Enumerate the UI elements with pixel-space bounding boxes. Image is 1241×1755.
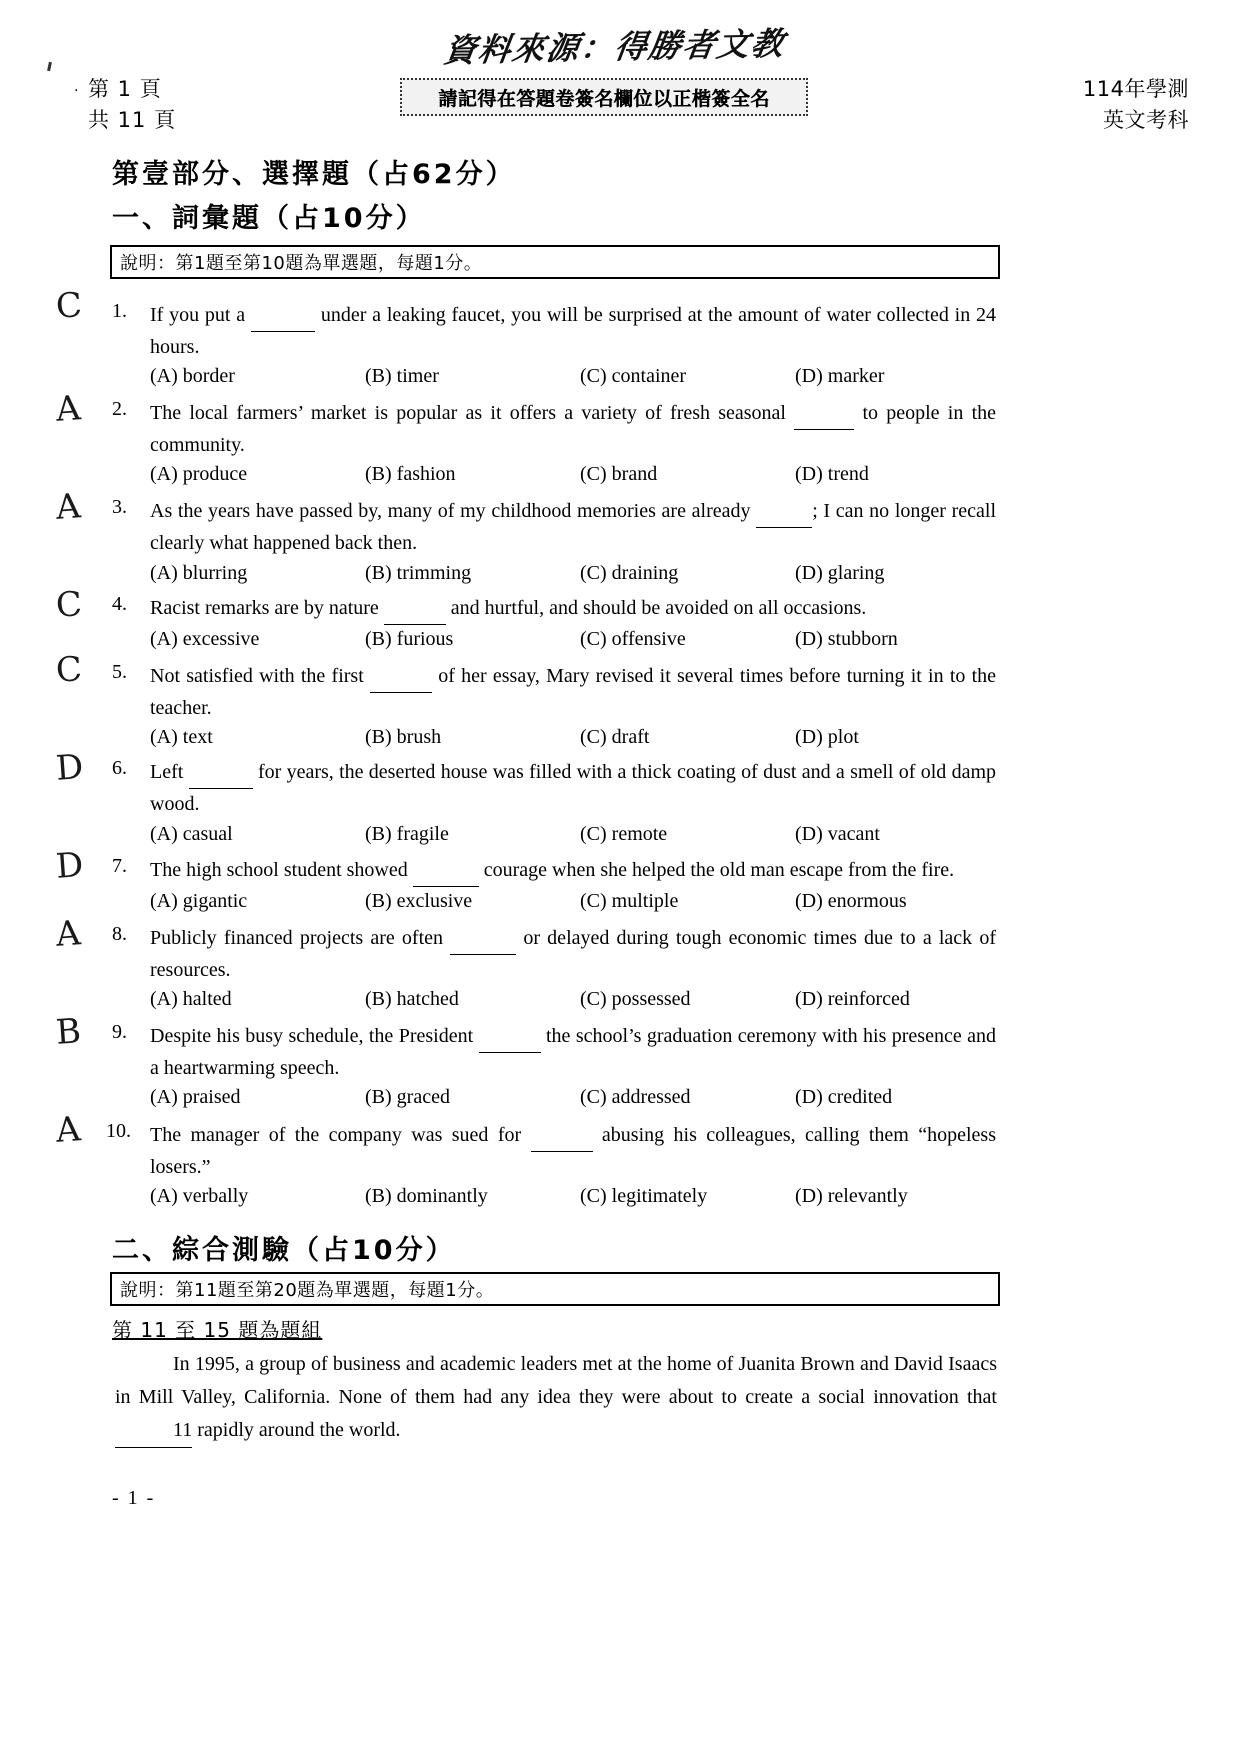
option-c[interactable]: (C) possessed (580, 988, 691, 1010)
question-number: 1. (112, 300, 127, 322)
option-c[interactable]: (C) brand (580, 463, 658, 485)
question-number: 4. (112, 593, 127, 615)
handwritten-source-note: 資料來源：得勝者文教 (441, 24, 788, 70)
option-c[interactable]: (C) legitimately (580, 1185, 708, 1207)
option-row (150, 984, 1010, 1014)
question-number: 8. (112, 923, 127, 945)
question-stem-part-a: The manager of the company was sued for (150, 1124, 522, 1146)
cloze-passage (115, 1348, 997, 1448)
option-a[interactable]: (A) praised (150, 1086, 241, 1108)
option-b[interactable]: (B) brush (365, 726, 442, 748)
page-current: 第 1 頁 (88, 77, 162, 101)
section-one-instruction-box (110, 245, 1000, 279)
handwritten-answer: B (54, 1011, 83, 1053)
question-stem-part-b: abusing his colleagues, calling them “hopeless losers.” (150, 1124, 996, 1178)
option-d[interactable]: (D) credited (795, 1086, 893, 1108)
question-stem (150, 757, 996, 820)
question-stem-part-a: Racist remarks are by nature (150, 597, 379, 619)
question-stem-part-b: to people in the community. (150, 402, 997, 456)
question-stem-part-b: under a leaking faucet, you will be surprised at the amount of water collected in 24 hours. (150, 304, 997, 358)
page-footer: - 1 - (112, 1487, 156, 1509)
option-row (150, 459, 1010, 489)
signature-reminder-stamp (400, 78, 808, 116)
option-b[interactable]: (B) hatched (365, 988, 459, 1010)
question-number: 9. (112, 1021, 127, 1043)
option-a[interactable]: (A) excessive (150, 628, 260, 650)
option-d[interactable]: (D) marker (795, 365, 885, 387)
answer-blank (479, 1021, 541, 1053)
question-stem-part-a: If you put a (150, 304, 246, 326)
question-stem-part-a: Not satisfied with the first (150, 665, 364, 687)
option-d[interactable]: (D) stubborn (795, 628, 898, 650)
option-b[interactable]: (B) fashion (365, 463, 456, 485)
question-number: 10. (106, 1120, 131, 1142)
section-one-heading: 一、詞彙題（占10分） (112, 203, 426, 234)
option-a[interactable]: (A) gigantic (150, 890, 248, 912)
option-row (150, 624, 1010, 654)
option-d[interactable]: (D) enormous (795, 890, 907, 912)
option-d[interactable]: (D) vacant (795, 823, 880, 845)
handwritten-answer: A (54, 1109, 82, 1151)
option-b[interactable]: (B) graced (365, 1086, 450, 1108)
answer-blank (251, 300, 315, 332)
question-stem-part-b: and hurtful, and should be avoided on all occasions. (450, 597, 867, 619)
option-b[interactable]: (B) dominantly (365, 1185, 488, 1207)
question-stem-part-b: the school’s graduation ceremony with his presence and a heartwarming speech. (150, 1025, 997, 1079)
question-stem (150, 923, 996, 986)
option-row (150, 886, 1010, 916)
option-d[interactable]: (D) trend (795, 463, 869, 485)
option-a[interactable]: (A) border (150, 365, 235, 387)
question-stem-part-b: or delayed during tough economic times due to a lack of resources. (150, 927, 997, 981)
option-row (150, 819, 1010, 849)
question-stem-part-b: ; I can no longer recall clearly what happened back then. (150, 500, 997, 554)
question-stem-part-b: for years, the deserted house was filled with a thick coating of dust and a smell of old damp wood. (150, 761, 997, 815)
page-total: 共 11 頁 (88, 108, 177, 132)
scan-artifact-tick (47, 62, 52, 71)
answer-blank (189, 757, 253, 789)
option-c[interactable]: (C) offensive (580, 628, 686, 650)
question-stem (150, 593, 996, 625)
option-row (150, 722, 1010, 752)
option-d[interactable]: (D) relevantly (795, 1185, 908, 1207)
question-stem-part-b: of her essay, Mary revised it several times before turning it in to the teacher. (150, 665, 997, 719)
exam-year: 114年學測 (1082, 77, 1189, 101)
option-c[interactable]: (C) draft (580, 726, 650, 748)
option-c[interactable]: (C) addressed (580, 1086, 691, 1108)
question-number: 7. (112, 855, 127, 877)
question-stem (150, 661, 996, 724)
exam-label-block (1083, 74, 1189, 136)
question-stem-part-a: Publicly financed projects are often (150, 927, 444, 949)
option-a[interactable]: (A) blurring (150, 562, 248, 584)
option-b[interactable]: (B) exclusive (365, 890, 473, 912)
question-stem (150, 300, 996, 363)
answer-blank (413, 855, 479, 887)
question-stem-part-b: courage when she helped the old man escape from the fire. (483, 859, 955, 881)
question-stem (150, 1120, 996, 1183)
question-stem-part-a: As the years have passed by, many of my childhood memories are already (150, 500, 751, 522)
option-a[interactable]: (A) verbally (150, 1185, 249, 1207)
passage-part-one: In 1995, a group of business and academic leaders met at the home of Juanita Brown and David Isaacs in Mill Valley, California. None of them had any idea they were about to create a social innovation that (115, 1353, 997, 1408)
option-b[interactable]: (B) timer (365, 365, 439, 387)
answer-blank (370, 661, 432, 693)
option-d[interactable]: (D) plot (795, 726, 859, 748)
option-row (150, 1082, 1010, 1112)
option-b[interactable]: (B) furious (365, 628, 454, 650)
question-stem (150, 1021, 996, 1084)
handwritten-answer: A (54, 913, 82, 955)
question-stem-part-a: The high school student showed (150, 859, 408, 881)
option-c[interactable]: (C) draining (580, 562, 679, 584)
option-row (150, 1181, 1010, 1211)
answer-blank (450, 923, 516, 955)
passage-part-two: rapidly around the world. (197, 1419, 401, 1441)
answer-blank (384, 593, 446, 625)
handwritten-answer: A (54, 388, 82, 430)
answer-blank (531, 1120, 593, 1152)
handwritten-answer: D (54, 845, 85, 887)
handwritten-answer: D (54, 747, 85, 789)
question-stem (150, 496, 996, 559)
option-b[interactable]: (B) trimming (365, 562, 472, 584)
answer-blank (756, 496, 812, 528)
question-number: 5. (112, 661, 127, 683)
handwritten-answer: C (54, 285, 84, 327)
question-number: 2. (112, 398, 127, 420)
signature-reminder-text: 請記得在答題卷簽名欄位以正楷簽全名 (438, 87, 770, 110)
handwritten-answer: A (54, 486, 82, 528)
handwritten-answer: C (54, 584, 84, 626)
option-c[interactable]: (C) container (580, 365, 687, 387)
section-two-instruction-text: 說明：第11題至第20題為單選題，每題1分。 (120, 1280, 495, 1301)
page-header (0, 14, 1241, 144)
question-number: 3. (112, 496, 127, 518)
section-two-heading: 二、綜合測驗（占10分） (112, 1235, 456, 1266)
option-row (150, 558, 1010, 588)
section-two-instruction-box (110, 1272, 1000, 1306)
handwritten-answer: C (54, 649, 84, 691)
page-number-block (74, 74, 177, 136)
answer-blank (794, 398, 854, 430)
section-one-instruction-text: 說明：第1題至第10題為單選題，每題1分。 (120, 253, 483, 274)
question-stem-part-a: Despite his busy schedule, the President (150, 1025, 474, 1047)
question-number: 6. (112, 757, 127, 779)
question-stem (150, 398, 996, 461)
part-one-heading: 第壹部分、選擇題（占62分） (112, 159, 516, 190)
cloze-blank-11: 11 (115, 1414, 192, 1448)
option-c[interactable]: (C) multiple (580, 890, 679, 912)
question-stem-part-a: Left (150, 761, 184, 783)
exam-subject: 英文考科 (1103, 108, 1189, 132)
option-c[interactable]: (C) remote (580, 823, 668, 845)
option-d[interactable]: (D) glaring (795, 562, 885, 584)
option-b[interactable]: (B) fragile (365, 823, 449, 845)
option-row (150, 361, 1010, 391)
option-a[interactable]: (A) produce (150, 463, 248, 485)
dot-mark: · (74, 83, 80, 99)
question-group-label: 第 11 至 15 題為題組 (112, 1318, 323, 1342)
question-stem (150, 855, 996, 887)
option-a[interactable]: (A) text (150, 726, 213, 748)
option-a[interactable]: (A) halted (150, 988, 232, 1010)
option-d[interactable]: (D) reinforced (795, 988, 910, 1010)
question-stem-part-a: The local farmers’ market is popular as it offers a variety of fresh seasonal (150, 402, 786, 424)
option-a[interactable]: (A) casual (150, 823, 233, 845)
